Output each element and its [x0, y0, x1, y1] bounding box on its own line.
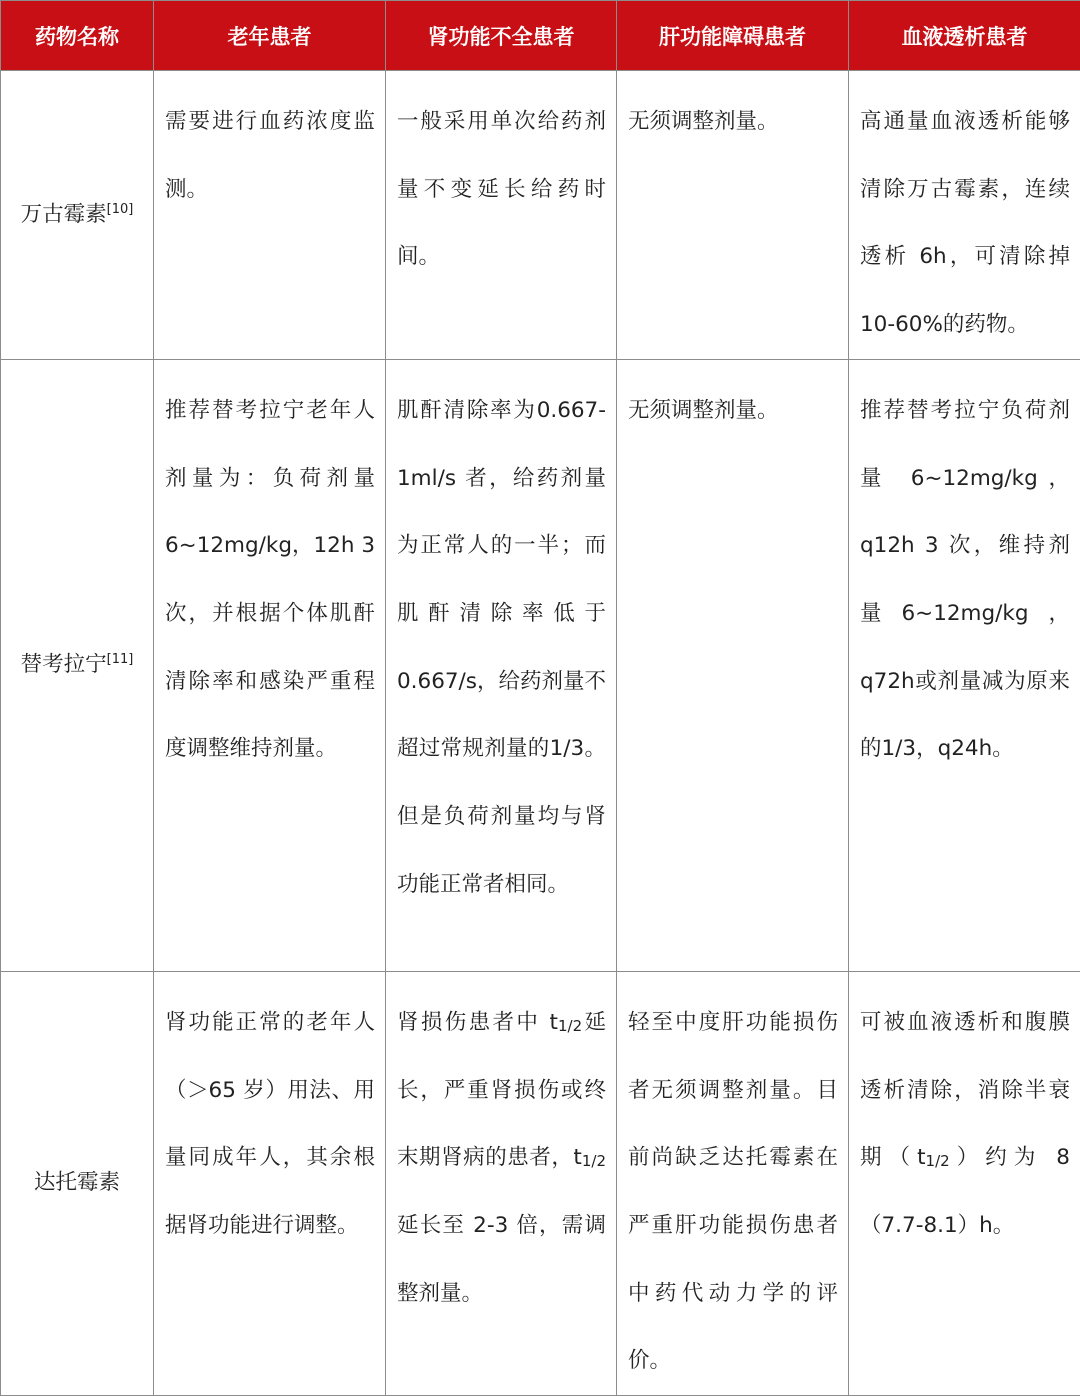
- elderly-text: 需要进行血药浓度监测。: [165, 109, 375, 202]
- half-life-subscript: 1/2: [926, 1152, 950, 1170]
- half-life-subscript: 1/2: [582, 1152, 606, 1170]
- reference-mark: [10]: [107, 202, 134, 217]
- drug-name-cell: [1, 971, 154, 1395]
- dialysis-cell: [849, 971, 1080, 1395]
- half-life-subscript: 1/2: [558, 1017, 582, 1035]
- elderly-cell: [154, 971, 386, 1395]
- header-elderly: 老年患者: [154, 1, 386, 71]
- hepatic-cell: [617, 359, 849, 971]
- table-row: [1, 359, 1080, 971]
- elderly-text: 肾功能正常的老年人（＞65 岁）用法、用量同成年人，其余根据肾功能进行调整。: [165, 1010, 375, 1238]
- renal-text-part3: 延长至 2-3 倍，需调整剂量。: [397, 1213, 606, 1306]
- dialysis-text-part2: ）约为 8（7.7-8.1）h。: [860, 1145, 1070, 1238]
- dialysis-cell: [849, 71, 1080, 360]
- dialysis-text: 高通量血液透析能够清除万古霉素，连续透析 6h，可清除掉10-60%的药物。: [860, 109, 1070, 337]
- hepatic-cell: [617, 71, 849, 360]
- hepatic-text: 无须调整剂量。: [628, 109, 779, 134]
- elderly-text: 推荐替考拉宁老年人剂量为：负荷剂量6~12mg/kg，12h 3次，并根据个体肌酐清除率和感染严重程度调整维持剂量。: [165, 398, 375, 762]
- table-row: [1, 971, 1080, 1395]
- hepatic-cell: [617, 971, 849, 1395]
- reference-mark: [11]: [107, 652, 134, 667]
- dialysis-text: 推荐替考拉宁负荷剂量 6~12mg/kg ，q12h 3 次，维持剂量6~12mg/kg，q72h或剂量减为原来的1/3，q24h。: [860, 398, 1070, 762]
- hepatic-text: 无须调整剂量。: [628, 398, 779, 423]
- dialysis-text-part1: 可被血液透析和腹膜透析清除，消除半衰期（t: [860, 1010, 1070, 1170]
- renal-cell: [386, 71, 617, 360]
- elderly-cell: [154, 71, 386, 360]
- header-drug-name: 药物名称: [1, 1, 154, 71]
- header-dialysis: 血液透析患者: [849, 1, 1080, 71]
- renal-text-part2: 延长，严重肾损伤或终末期肾病的患者，t: [397, 1010, 606, 1170]
- elderly-cell: [154, 359, 386, 971]
- renal-text: 一般采用单次给药剂量不变延长给药时间。: [397, 109, 606, 269]
- drug-name-cell: [1, 359, 154, 971]
- header-hepatic: 肝功能障碍患者: [617, 1, 849, 71]
- table-row: [1, 71, 1080, 360]
- renal-cell: [386, 359, 617, 971]
- drug-name: 达托霉素: [34, 1170, 120, 1195]
- drug-name: 替考拉宁: [21, 652, 107, 677]
- header-renal: 肾功能不全患者: [386, 1, 617, 71]
- drug-name-cell: [1, 71, 154, 360]
- renal-text: 肌酐清除率为0.667-1ml/s 者，给药剂量为正常人的一半；而肌酐清除率低于 0.667/s，给药剂量不超过常规剂量的1/3。但是负荷剂量均与肾功能正常者相同。: [397, 398, 606, 897]
- hepatic-text: 轻至中度肝功能损伤者无须调整剂量。目前尚缺乏达托霉素在严重肝功能损伤患者中药代动力学的评价。: [628, 1010, 838, 1374]
- drug-name: 万古霉素: [21, 202, 107, 227]
- header-row: [1, 1, 1080, 71]
- renal-text-part1: 肾损伤患者中 t: [397, 1010, 558, 1035]
- renal-cell: [386, 971, 617, 1395]
- dialysis-cell: [849, 359, 1080, 971]
